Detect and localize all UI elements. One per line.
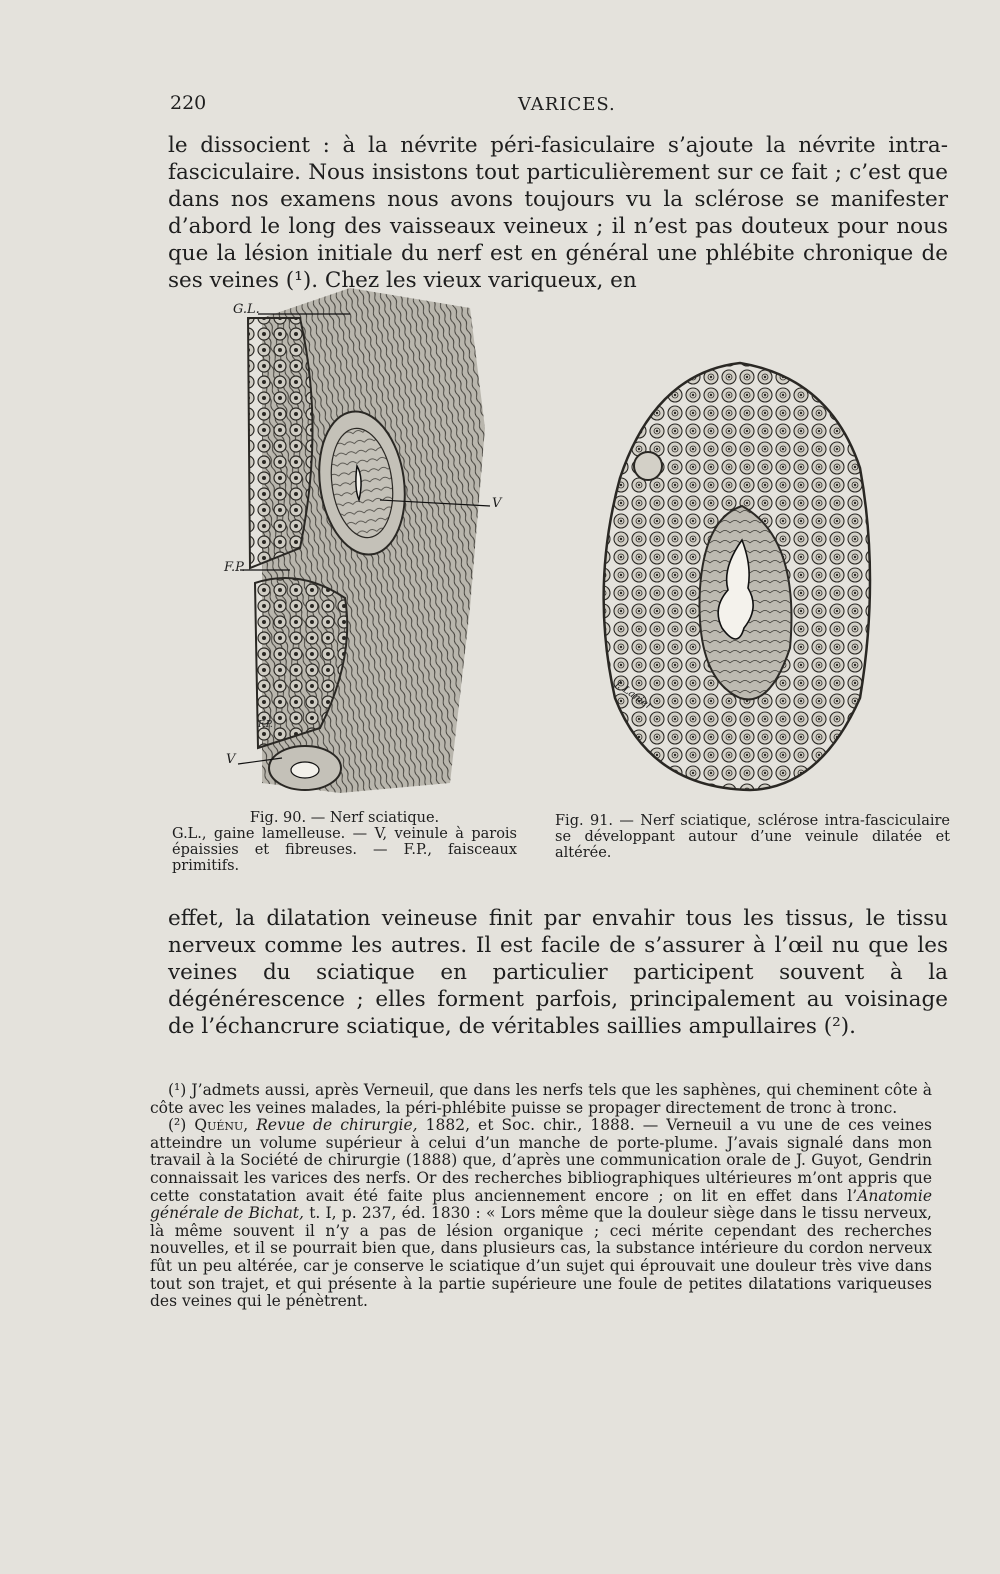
paragraph-text: effet, la dilatation veineuse finit par envahir tous les tissus, le tissu nerveux comme les autres. Il est facile de s’assurer à l’œil nu que les veines du sciatique en particulier participent souvent à la dégénérescence ; elles forment parfois, principalement au voisinage de l’échancrure sciatique, de véritables saillies ampullaires (²). bbox=[168, 906, 948, 1039]
footnote-2-author: Quénu, bbox=[194, 1116, 249, 1135]
fig90-caption-title: Fig. 90. — Nerf sciatique. bbox=[249, 810, 440, 826]
footnote-2 bbox=[150, 1117, 932, 1311]
footnote-1-mark: (¹) bbox=[168, 1081, 187, 1099]
fig90-label-v: V bbox=[492, 496, 502, 511]
footnotes bbox=[150, 1082, 932, 1311]
footnote-1-text: J’admets aussi, après Verneuil, que dans les nerfs tels que les saphènes, qui cheminent côte à côte avec les veines malades, la péri-phlébite puisse se propager directement de tronc à tronc. bbox=[150, 1081, 932, 1117]
paragraph-text: le dissocient : à la névrite péri-fasiculaire s’ajoute la névrite intra-fasciculaire. Nous insistons tout particulièrement sur ce fait ; c’est que dans nos examens nous avons toujours vu la sclérose se manifester d’abord le long des vaisseaux veineux ; il n’est pas douteux pour nous que la lésion initiale du nerf est en général une phlébite chronique de ses veines (¹). Chez les vieux variqueux, en bbox=[168, 133, 948, 293]
page-header bbox=[170, 92, 950, 122]
page-number: 220 bbox=[170, 92, 207, 114]
footnote-2-journal: Revue de chirurgie, bbox=[256, 1116, 418, 1135]
body-paragraph-1 bbox=[168, 132, 948, 294]
figure-area bbox=[0, 278, 1000, 898]
footnote-2-text-2: t. I, p. 237, éd. 1830 : « Lors même que la douleur siège dans le tissu nerveux, là même souvent il n’y a pas de lésion organique ; ceci mérite cependant des recherches nouvelles, et il se pourrait bien que, dans plusieurs cas, la substance intérieure du cordon nerveux fût un peu altérée, car je conserve le sciatique d’un sujet qui éprouvait une douleur très vive dans tout son trajet, et qui présente à la partie supérieure une foule de petites dilatations variqueuses des veines qui le pénètrent. bbox=[150, 1204, 932, 1311]
footnote-2-mark: (²) bbox=[168, 1116, 187, 1135]
fig91-engraver-signature: J. Lanier bbox=[612, 678, 654, 713]
body-paragraph-2 bbox=[168, 905, 948, 1040]
fig90-label-gl: G.L. bbox=[233, 302, 260, 317]
fig91-caption bbox=[555, 813, 950, 861]
footnote-2-book: Anatomie générale de Bichat, bbox=[150, 1186, 932, 1223]
fig90-caption-body: G.L., gaine lamelleuse. — V, veinule à parois épaissies et fibreuses. — F.P., faisceaux primitifs. bbox=[172, 826, 517, 874]
fig91-caption-text: Fig. 91. — Nerf sciatique, sclérose intra-fasciculaire se développant autour d’une veinule dilatée et altérée. bbox=[555, 813, 950, 861]
footnote-2-text-1: 1882, et Soc. chir., 1888. — Verneuil a vu une de ces veines atteindre un volume supérieur à celui d’un manche de porte-plume. J’avais signalé dans mon travail à la Société de chirurgie (1888) que, d’après une communication orale de J. Guyot, Gendrin connaissait les varices des nerfs. Or des recherches bibliographiques ultérieures m’ont appris que cette constatation avait été faite plus anciennement encore ; on lit en effet dans l’ bbox=[150, 1116, 932, 1205]
fig90-engraving bbox=[238, 288, 490, 793]
running-title: VARICES. bbox=[518, 94, 616, 115]
figure-engravings bbox=[0, 278, 1000, 808]
footnote-1 bbox=[150, 1082, 932, 1117]
fig90-caption bbox=[172, 810, 517, 874]
fig90-label-fp-small: F.P. bbox=[258, 720, 273, 730]
fig90-label-fp: F.P. bbox=[224, 560, 246, 575]
fig90-label-v-left: V bbox=[226, 752, 236, 767]
fig91-engraving bbox=[604, 363, 870, 790]
